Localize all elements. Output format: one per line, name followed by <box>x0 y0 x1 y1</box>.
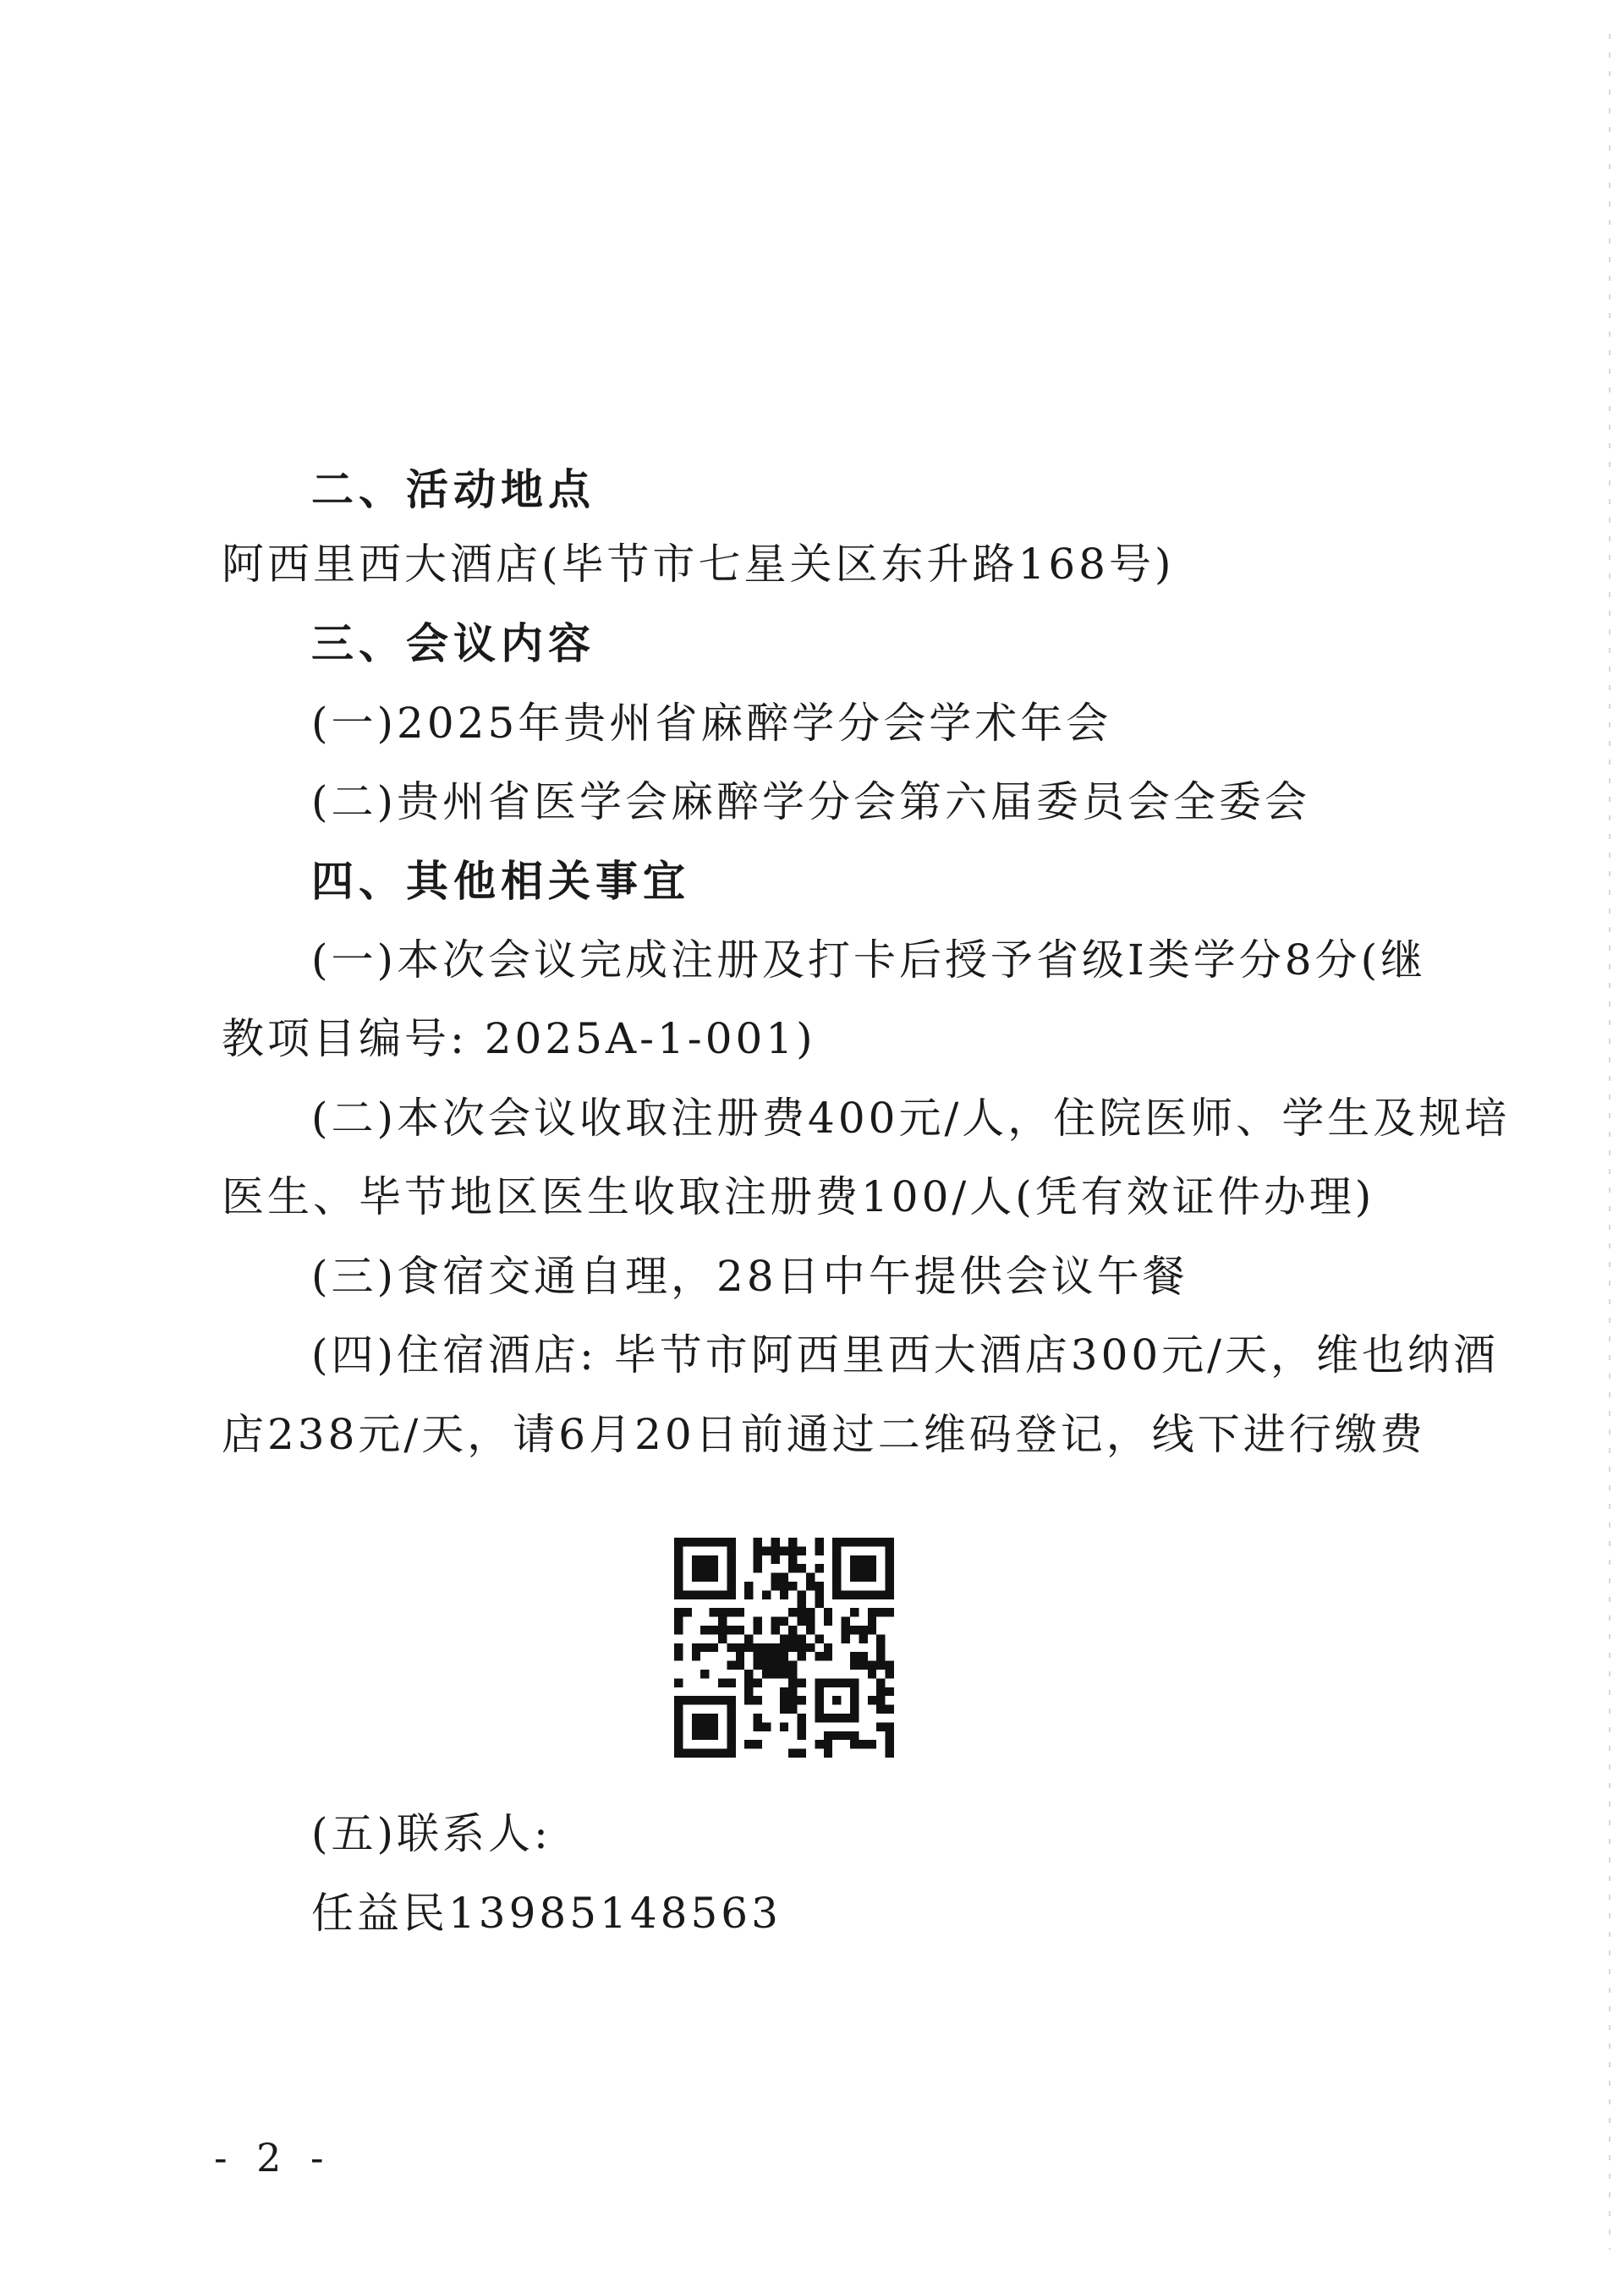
meeting-item-2: (二)贵州省医学会麻醉学分会第六届委员会全委会 <box>311 777 1311 826</box>
matter-item-2-line2: 医生、毕节地区医生收取注册费100/人(凭有效证件办理) <box>222 1172 1375 1221</box>
matter-item-2-line1: (二)本次会议收取注册费400元/人，住院医师、学生及规培 <box>311 1094 1511 1143</box>
section4-heading: 四、其他相关事宜 <box>311 857 690 906</box>
section3-heading: 三、会议内容 <box>311 619 595 668</box>
matter-item-3: (三)食宿交通自理，28日中午提供会议午餐 <box>311 1252 1188 1301</box>
contact-person: 任益民13985148563 <box>311 1889 782 1938</box>
matter-item-1-line1: (一)本次会议完成注册及打卡后授予省级I类学分8分(继 <box>311 935 1427 985</box>
meeting-item-1: (一)2025年贵州省麻醉学分会学术年会 <box>311 699 1112 748</box>
qr-code-icon[interactable] <box>674 1538 894 1758</box>
section2-heading: 二、活动地点 <box>311 465 595 514</box>
contact-label: (五)联系人: <box>311 1809 551 1858</box>
matter-item-1-line2: 教项目编号: 2025A-1-001) <box>222 1014 816 1063</box>
matter-item-4-line2: 店238元/天，请6月20日前通过二维码登记，线下进行缴费 <box>222 1410 1426 1459</box>
venue-text: 阿西里西大酒店(毕节市七星关区东升路168号) <box>222 540 1175 589</box>
matter-item-4-line1: (四)住宿酒店: 毕节市阿西里西大酒店300元/天，维也纳酒 <box>311 1330 1500 1380</box>
scan-edge-artifact <box>1609 34 1610 2250</box>
page-number: - 2 - <box>214 2135 332 2181</box>
